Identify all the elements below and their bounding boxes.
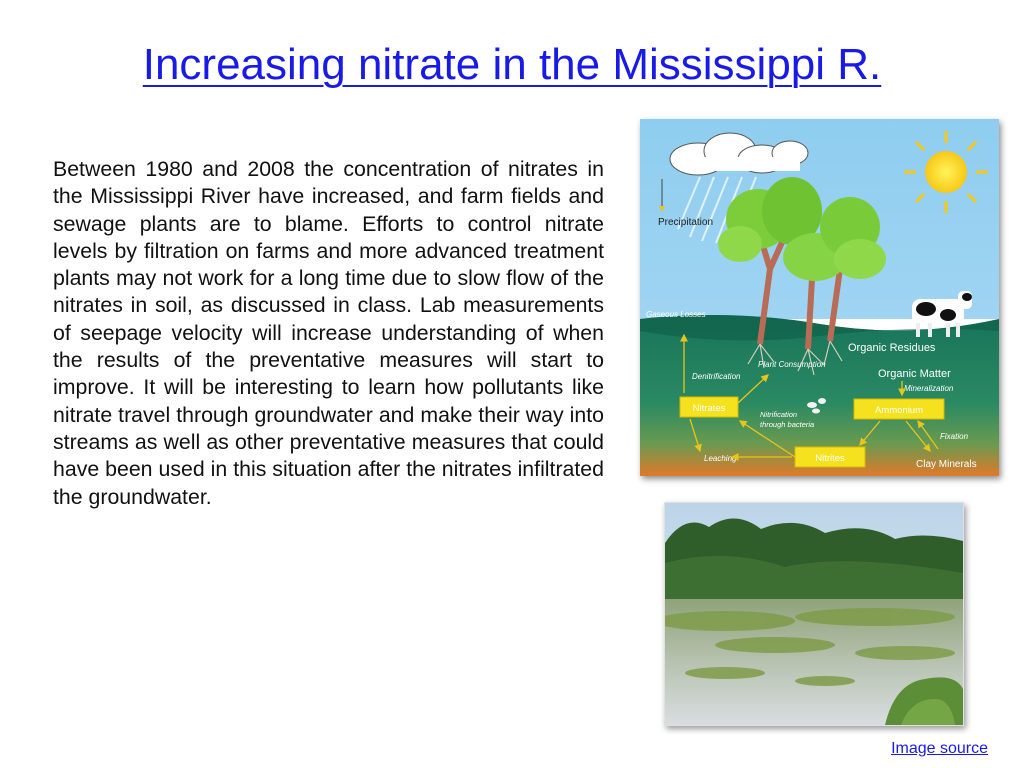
image-source-link[interactable]: Image source (891, 740, 988, 757)
label-fixation: Fixation (940, 432, 969, 441)
body-paragraph: Between 1980 and 2008 the concentration of nitrates in the Mississippi River have increased, and farm fields and sewage plants are to blame. Efforts to control nitrate levels by filtration on farms and more advanced treatment plants may not work for a long time due to slow flow of the nitrates in soil, as discussed in class. Lab measurements of seepage velocity will increase understanding of when the results of the preventative measures will start to improve. It will be interesting to learn how pollutants like nitrate travel through groundwater and make their way into streams as well as other preventative measures that could have been used in this situation after the nitrates infiltrated the groundwater. (53, 157, 604, 509)
nitrates-box (680, 397, 738, 417)
ammonium-box-label: Ammonium (874, 405, 924, 416)
slide-title[interactable]: Increasing nitrate in the Mississippi R. (142, 40, 882, 89)
nitrogen-cycle-diagram (640, 119, 999, 476)
label-precipitation: Precipitation (658, 217, 714, 228)
nitrites-box (795, 447, 865, 467)
nitrites-box-label: Nitrites (815, 453, 845, 464)
wetland-photo (664, 502, 964, 726)
nitrates-box-label: Nitrates (692, 403, 726, 414)
label-denitrification: Denitrification (692, 372, 741, 381)
label-gaseous-losses: Gaseous Losses (646, 310, 706, 319)
label-nitrification: Nitrification (760, 410, 798, 419)
label-mineralization: Mineralization (904, 384, 954, 393)
label-clay-minerals: Clay Minerals (916, 459, 977, 470)
label-leaching: Leaching (704, 454, 737, 463)
label-organic-matter: Organic Matter (878, 368, 951, 380)
label-organic-residues: Organic Residues (848, 342, 936, 354)
label-plant-consumption: Plant Consumption (758, 360, 826, 369)
label-through-bacteria: through bacteria (760, 420, 815, 429)
ammonium-box (854, 399, 944, 419)
